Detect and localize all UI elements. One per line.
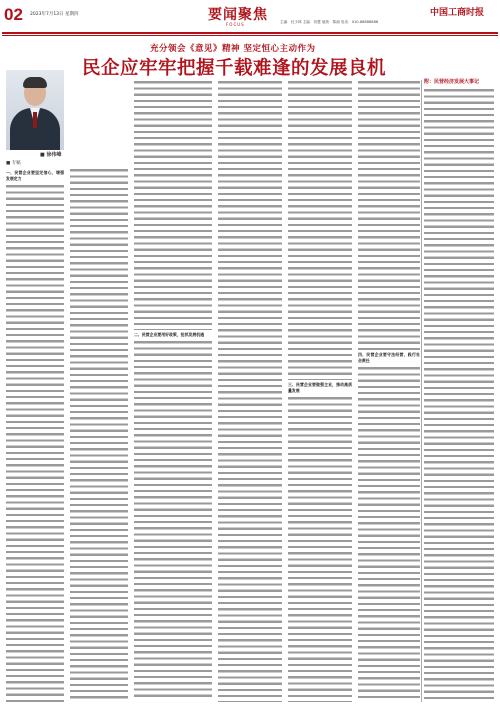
- column-6-text-block-a: [358, 80, 420, 350]
- column-3-text-block-b: [134, 340, 212, 700]
- column-3-text-block-a: [134, 80, 212, 330]
- byline: ■ 专稿: [6, 161, 21, 166]
- newspaper-brand: 中国工商时报: [430, 8, 485, 18]
- section-title: 要闻聚焦: [208, 7, 268, 23]
- photo-caption: ■ 徐伟峰: [40, 152, 62, 158]
- column-6-text-block-b: [358, 366, 420, 702]
- issue-date: 2023年7月13日 星期四: [30, 12, 79, 17]
- body-column-3: [134, 80, 212, 702]
- body-column-4: [218, 80, 282, 702]
- column-divider: [421, 80, 422, 702]
- header-rule-thin: [2, 35, 498, 36]
- subhead-3: 三、民营企业要做强主业，推动高质量发展: [288, 382, 352, 394]
- column-7-text-block: [424, 88, 494, 702]
- page-number: 02: [4, 5, 23, 24]
- body-column-5: [288, 80, 352, 702]
- author-photo: [6, 70, 64, 150]
- body-column-7: [424, 88, 494, 702]
- editor-info: 主编：杜少林 主编：刘慧 值班：陈丽 电话：010-88888888: [280, 20, 379, 24]
- column-4-text-block: [218, 80, 282, 702]
- body-column-2: [70, 168, 128, 702]
- subhead-1: 一、民营企业要坚定信心，增强发展定力: [6, 170, 64, 182]
- page-header: [0, 0, 500, 36]
- article-kicker: 充分领会《意见》精神 坚定恒心主动作为: [150, 44, 316, 54]
- section-title-en: FOCUS: [226, 22, 245, 27]
- subhead-2: 二、民营企业要用好政策，抢抓发展机遇: [134, 332, 205, 337]
- column-1-text-block: [6, 184, 64, 702]
- body-column-6: [358, 80, 420, 702]
- header-rule: [2, 32, 498, 34]
- article-headline: 民企应牢牢把握千载难逢的发展良机: [82, 58, 387, 79]
- column-2-text-block: [70, 168, 128, 702]
- column-5-text-block-b: [288, 396, 352, 702]
- body-column-1: [6, 168, 64, 702]
- subhead-4: 四、民营企业要守法经营，践行社会责任: [358, 352, 420, 364]
- column-5-text-block-a: [288, 80, 352, 380]
- right-column-title: 附：民营经济发展大事记: [424, 79, 480, 85]
